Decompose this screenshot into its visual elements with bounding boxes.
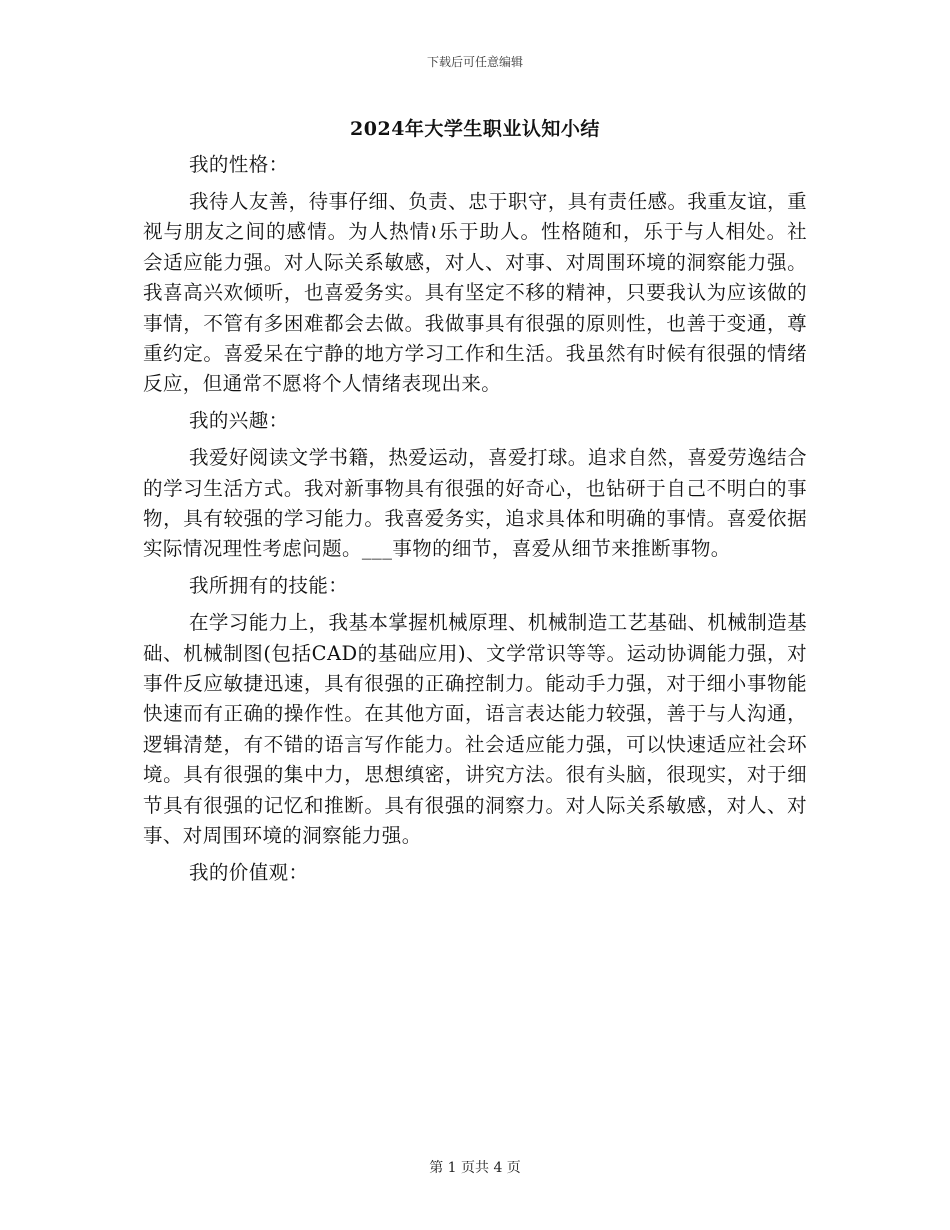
section-heading-skills: 我所拥有的技能： xyxy=(189,574,349,598)
page-footer: 第 1 页共 4 页 xyxy=(429,1160,521,1176)
section-heading-values: 我的价值观： xyxy=(189,860,309,884)
section-heading-interests: 我的兴趣： xyxy=(189,409,289,433)
header-note: 下载后可任意编辑 xyxy=(426,55,523,69)
section-heading-personality: 我的性格： xyxy=(189,153,289,176)
document-title: 2024年大学生职业认知小结 xyxy=(350,118,600,140)
section-paragraph-personality: 我待人友善，待事仔细、负责、忠于职守，具有责任感。我重友谊，重视与朋友之间的感情。为人热情≀乐于助人。性格随和，乐于与人相处。社会适应能力强。对人际关系敏感，对人、对事、对周围环境的洞察能力强。我喜高兴欢倾听，也喜爱务实。具有坚定不移的精神，只要我认为应该做的事情，不管有多困难都会去做。我做事具有很强的原则性，也善于变通，尊重约定。喜爱呆在宁静的地方学习工作和生活。我虽然有时候有很强的情绪反应，但通常不愿将个人情绪表现出来。 xyxy=(143,189,807,396)
document-body xyxy=(143,150,807,895)
section-paragraph-interests: 我爱好阅读文学书籍，热爱运动，喜爱打球。追求自然，喜爱劳逸结合的学习生活方式。我对新事物具有很强的好奇心，也钻研于自己不明白的事物，具有较强的学习能力。我喜爱务实，追求具体和明确的事情。喜爱依据实际情况理性考虑问题。___事物的细节，喜爱从细节来推断事物。 xyxy=(143,446,807,561)
section-paragraph-skills: 在学习能力上，我基本掌握机械原理、机械制造工艺基础、机械制造基础、机械制图(包括CAD的基础应用)、文学常识等等。运动协调能力强，对事件反应敏捷迅速，具有很强的正确控制力。能动手力强，对于细小事物能快速而有正确的操作性。在其他方面，语言表达能力较强，善于与人沟通，逻辑清楚，有不错的语言写作能力。社会适应能力强，可以快速适应社会环境。具有很强的集中力，思想缜密，讲究方法。很有头脑，很现实，对于细节具有很强的记忆和推断。具有很强的洞察力。对人际关系敏感，对人、对事、对周围环境的洞察能力强。 xyxy=(143,611,807,848)
